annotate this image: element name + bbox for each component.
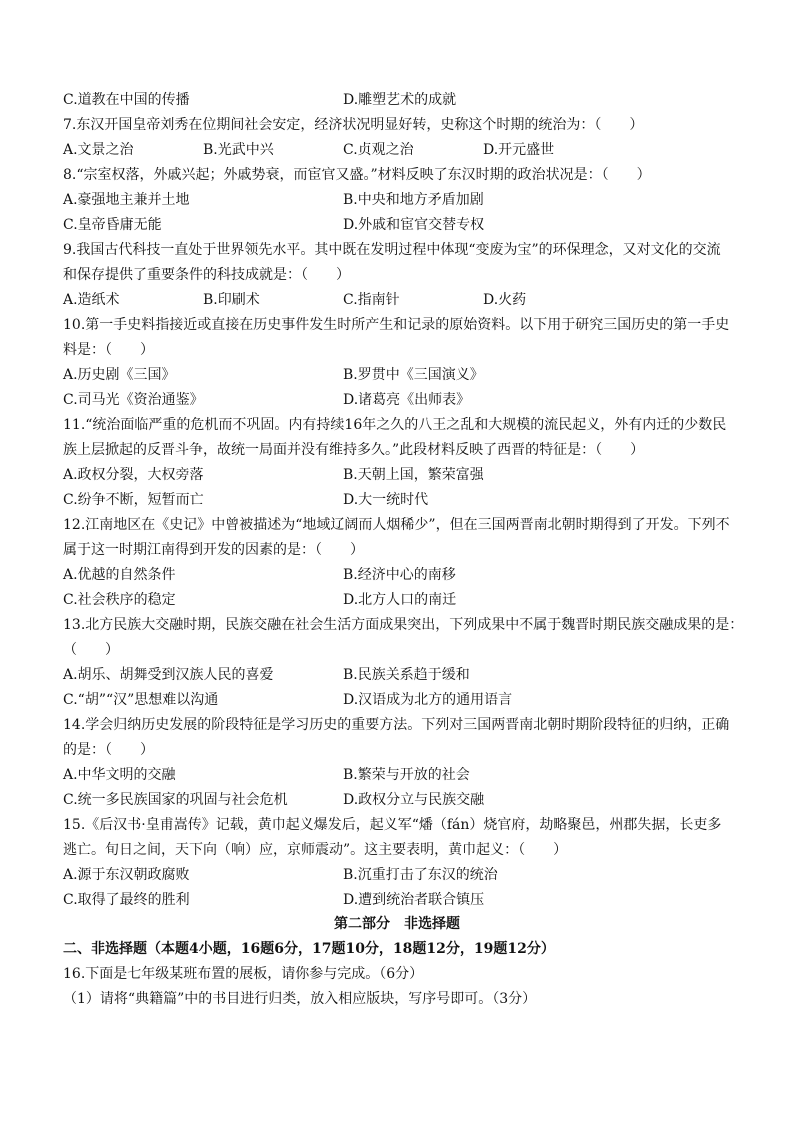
q14-stem-line1: 14.学会归纳历史发展的阶段特征是学习历史的重要方法。下列对三国两晋南北朝时期阶段特征的归纳，正确	[63, 717, 730, 733]
q15-stem-line2: 逃亡。旬日之间，天下向（响）应，京师震动”。这主要表明，黄巾起义：（ ）	[63, 842, 568, 858]
q7-option-d: D.开元盛世	[483, 142, 555, 158]
q14-option-a: A.中华文明的交融	[63, 767, 176, 783]
q10-option-c: C.司马光《资治通鉴》	[63, 392, 204, 408]
part2-heading: 二、非选择题（本题4小题，16题6分，17题10分，18题12分，19题12分）	[63, 941, 555, 957]
q11-option-a: A.政权分裂，大权旁落	[63, 467, 204, 483]
q9-option-b: B.印刷术	[203, 292, 260, 308]
q13-option-d: D.汉语成为北方的通用语言	[343, 692, 513, 708]
q8-option-b: B.中央和地方矛盾加剧	[343, 192, 484, 208]
q10-option-b: B.罗贯中《三国演义》	[343, 367, 484, 383]
q9-stem-line1: 9.我国古代科技一直处于世界领先水平。其中既在发明过程中体现“变废为宝”的环保理念，又对文化的交流	[63, 242, 721, 258]
q10-stem-line1: 10.第一手史料指接近或直接在历史事件发生时所产生和记录的原始资料。以下用于研究三国历史的第一手史	[63, 317, 730, 333]
q14-option-b: B.繁荣与开放的社会	[343, 767, 470, 783]
q15-option-d: D.遭到统治者联合镇压	[343, 892, 485, 908]
q7-option-a: A.文景之治	[63, 142, 134, 158]
q15-option-a: A.源于东汉朝政腐败	[63, 867, 190, 883]
q8-stem: 8.“宗室权落，外戚兴起；外戚势衰，而宦官又盛。”材料反映了东汉时期的政治状况是：（ ）	[63, 167, 651, 183]
q11-option-b: B.天朝上国，繁荣富强	[343, 467, 484, 483]
q8-option-d: D.外戚和宦官交替专权	[343, 217, 485, 233]
q8-option-a: A.豪强地主兼并土地	[63, 192, 190, 208]
q7-option-b: B.光武中兴	[203, 142, 274, 158]
q13-option-c: C.“胡”“汉”思想难以沟通	[63, 692, 219, 708]
q14-option-c: C.统一多民族国家的巩固与社会危机	[63, 792, 288, 808]
q13-option-a: A.胡乐、胡舞受到汉族人民的喜爱	[63, 667, 274, 683]
q12-option-d: D.北方人口的南迁	[343, 592, 457, 608]
q12-option-a: A.优越的自然条件	[63, 567, 176, 583]
q12-stem-line2: 属于这一时期江南得到开发的因素的是：（ ）	[63, 542, 364, 558]
part2-title: 第二部分 非选择题	[334, 916, 460, 932]
q11-stem-line1: 11.“统治面临严重的危机而不巩固。内有持续16年之久的八王之乱和大规模的流民起义，外有内迁的少数民	[63, 417, 727, 433]
q13-option-b: B.民族关系趋于缓和	[343, 667, 470, 683]
q8-option-c: C.皇帝昏庸无能	[63, 217, 162, 233]
q9-option-a: A.造纸术	[63, 292, 120, 308]
q13-stem-line2: （ ）	[63, 642, 119, 658]
q16-sub1: （1）请将“典籍篇”中的书目进行归类，放入相应版块，写序号即可。（3分）	[63, 991, 537, 1007]
q15-stem-line1: 15.《后汉书·皇甫嵩传》记载，黄巾起义爆发后，起义军“燔（fán）烧官府，劫略聚邑，州郡失据，长吏多	[63, 817, 722, 833]
q9-option-c: C.指南针	[343, 292, 400, 308]
q6-option-d: D.雕塑艺术的成就	[343, 92, 457, 108]
q6-option-c: C.道教在中国的传播	[63, 92, 190, 108]
q11-stem-line2: 族上层掀起的反晋斗争，故统一局面并没有维持多久。”此段材料反映了西晋的特征是：（ ）	[63, 442, 645, 458]
q15-option-c: C.取得了最终的胜利	[63, 892, 190, 908]
q14-option-d: D.政权分立与民族交融	[343, 792, 485, 808]
q14-stem-line2: 的是：（ ）	[63, 742, 154, 758]
q7-stem: 7.东汉开国皇帝刘秀在位期间社会安定，经济状况明显好转，史称这个时期的统治为：（ ）	[63, 117, 644, 133]
q12-stem-line1: 12.江南地区在《史记》中曾被描述为“地域辽阔而人烟稀少”，但在三国两晋南北朝时期得到了开发。下列不	[63, 517, 730, 533]
q9-option-d: D.火药	[483, 292, 527, 308]
q11-option-c: C.纷争不断，短暂而亡	[63, 492, 204, 508]
q12-option-b: B.经济中心的南移	[343, 567, 456, 583]
q10-stem-line2: 料是：（ ）	[63, 342, 154, 358]
q13-stem-line1: 13.北方民族大交融时期，民族交融在社会生活方面成果突出，下列成果中不属于魏晋时期民族交融成果的是：	[63, 617, 744, 633]
q11-option-d: D.大一统时代	[343, 492, 429, 508]
q15-option-b: B.沉重打击了东汉的统治	[343, 867, 498, 883]
q16-stem: 16.下面是七年级某班布置的展板，请你参与完成。（6分）	[63, 966, 424, 982]
q10-option-d: D.诸葛亮《出师表》	[343, 392, 471, 408]
q7-option-c: C.贞观之治	[343, 142, 414, 158]
q12-option-c: C.社会秩序的稳定	[63, 592, 176, 608]
q9-stem-line2: 和保存提供了重要条件的科技成就是：（ ）	[63, 267, 350, 283]
q10-option-a: A.历史剧《三国》	[63, 367, 176, 383]
